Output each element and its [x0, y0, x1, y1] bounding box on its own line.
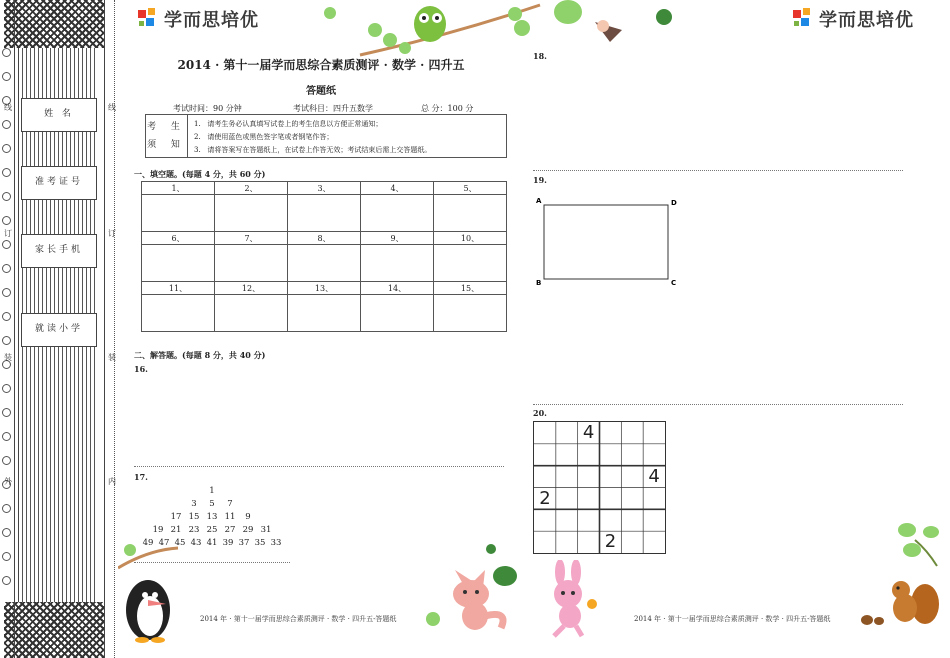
triangle-number: 17	[170, 512, 182, 522]
fill-blank-answer-grid	[141, 181, 507, 332]
notice-item	[194, 131, 431, 144]
rectangle-abcd-figure	[533, 194, 683, 290]
brand-logo-right	[793, 6, 914, 32]
side-char: 外	[4, 477, 12, 486]
answer-box[interactable]	[361, 245, 434, 282]
answer-box[interactable]	[142, 245, 215, 282]
triangle-number: 11	[224, 512, 236, 522]
sudoku-given-digit: 2	[604, 531, 617, 553]
triangle-row	[140, 499, 284, 512]
notice-number: 1.	[194, 120, 201, 128]
vertex-c-label: C	[671, 279, 677, 287]
answer-label: 4、	[361, 182, 434, 195]
notice-box	[145, 114, 507, 158]
binding-hole	[2, 288, 11, 297]
binding-holes	[2, 48, 12, 602]
exam-time: 考试时间：90 分钟	[173, 104, 242, 113]
exam-title: 2014 · 第十一届学而思综合素质测评 · 数学 · 四升五	[177, 58, 465, 72]
vertex-a-label: A	[536, 197, 542, 205]
question-19-label: 19.	[533, 175, 547, 185]
triangle-number: 29	[242, 525, 254, 535]
border-line	[104, 0, 105, 658]
triangle-number: 9	[245, 512, 251, 522]
answer-label: 5、	[434, 182, 507, 195]
answer-label: 8、	[288, 232, 361, 245]
school-field: 就读小学	[21, 313, 97, 347]
answer-box[interactable]	[215, 245, 288, 282]
section-heading-solve: 二、解答题。(每题 8 分，共 40 分)	[134, 350, 266, 360]
binding-pattern-top	[4, 0, 104, 48]
answer-box[interactable]	[288, 295, 361, 332]
brand-name: 学而思培优	[819, 10, 914, 31]
triangle-number: 5	[209, 499, 215, 509]
sudoku-given-digit: 2	[539, 487, 551, 509]
binding-hole	[2, 192, 11, 201]
section-heading-fill-blank: 一、填空题。(每题 4 分，共 60 分)	[134, 169, 266, 179]
triangle-number: 39	[222, 538, 234, 548]
side-char: 装	[4, 353, 12, 362]
cut-line-inner	[114, 0, 115, 658]
triangle-number: 27	[224, 525, 236, 535]
triangle-number: 21	[170, 525, 182, 535]
triangle-number: 25	[206, 525, 218, 535]
binding-hole	[2, 336, 11, 345]
question-20-label: 20.	[533, 408, 547, 418]
triangle-number: 1	[209, 486, 215, 496]
sudoku-given-digit: 4	[648, 465, 660, 487]
notice-label-line: 考 生	[147, 122, 186, 132]
answer-label: 14、	[361, 282, 434, 295]
triangle-number: 49	[142, 538, 154, 548]
binding-hole	[2, 312, 11, 321]
footer-right: 2014 年 · 第十一届学而思综合素质测评 · 数学 · 四升五-答题纸	[634, 615, 831, 623]
binding-hole	[2, 264, 11, 273]
binding-hole	[2, 552, 11, 561]
triangle-number: 43	[190, 538, 202, 548]
binding-hole	[2, 120, 11, 129]
triangle-row	[140, 512, 284, 525]
question-18-label: 18.	[533, 51, 547, 61]
notice-number: 3.	[194, 146, 201, 154]
triangle-number: 37	[238, 538, 250, 548]
exam-subject: 考试科目：四升五数学	[293, 104, 373, 113]
binding-hole	[2, 456, 11, 465]
brand-icon	[793, 8, 815, 30]
triangle-number: 41	[206, 538, 218, 548]
vertex-d-label: D	[671, 199, 677, 207]
binding-hole	[2, 408, 11, 417]
penguin-illustration	[118, 540, 188, 644]
binding-hole	[2, 576, 11, 585]
fox-illustration	[425, 540, 525, 632]
question-16-label: 16.	[134, 364, 148, 374]
brand-icon	[138, 8, 160, 30]
exam-score: 总 分：100 分	[421, 104, 474, 113]
answer-box[interactable]	[361, 195, 434, 232]
triangle-number: 15	[188, 512, 200, 522]
triangle-number: 45	[174, 538, 186, 548]
separator	[533, 404, 903, 405]
branch-owl-decoration	[300, 0, 680, 60]
answer-box[interactable]	[434, 195, 507, 232]
notice-item	[194, 144, 431, 157]
answer-box[interactable]	[215, 295, 288, 332]
notice-number: 2.	[194, 133, 201, 141]
squirrel-illustration	[855, 520, 943, 635]
binding-hole	[2, 384, 11, 393]
cut-line-outer	[14, 0, 15, 658]
separator	[134, 466, 504, 467]
binding-hole	[2, 432, 11, 441]
triangle-number: 13	[206, 512, 218, 522]
binding-hole	[2, 504, 11, 513]
answer-label: 11、	[142, 282, 215, 295]
binding-hole	[2, 240, 11, 249]
binding-hole	[2, 168, 11, 177]
binding-hole	[2, 72, 11, 81]
answer-box[interactable]	[288, 195, 361, 232]
separator	[533, 170, 903, 171]
answer-label: 15、	[434, 282, 507, 295]
triangle-number: 19	[152, 525, 164, 535]
name-field: 姓 名	[21, 98, 97, 132]
binding-hole	[2, 144, 11, 153]
answer-sheet-title: 答题纸	[306, 86, 336, 97]
side-char: 线	[108, 103, 116, 112]
answer-box[interactable]	[434, 295, 507, 332]
binding-hole	[2, 48, 11, 57]
triangle-number: 7	[227, 499, 233, 509]
parent-phone-field: 家长手机	[21, 234, 97, 268]
sudoku-given-digit: 4	[582, 422, 595, 443]
notice-item	[194, 118, 431, 131]
binding-hole	[2, 528, 11, 537]
answer-label: 13、	[288, 282, 361, 295]
side-char: 订	[108, 229, 116, 238]
side-char: 订	[4, 229, 12, 238]
answer-box[interactable]	[288, 245, 361, 282]
answer-box[interactable]	[361, 295, 434, 332]
question-17-label: 17.	[134, 472, 148, 482]
answer-label: 7、	[215, 232, 288, 245]
answer-label: 3、	[288, 182, 361, 195]
triangle-number: 3	[191, 499, 197, 509]
answer-label: 9、	[361, 232, 434, 245]
triangle-number: 31	[260, 525, 272, 535]
triangle-row	[140, 486, 284, 499]
answer-label: 2、	[215, 182, 288, 195]
answer-label: 1、	[142, 182, 215, 195]
footer-left: 2014 年 · 第十一届学而思综合素质测评 · 数学 · 四升五-答题纸	[200, 615, 397, 623]
answer-box[interactable]	[142, 295, 215, 332]
notice-text: 请将答案写在答题纸上，在试卷上作答无效；考试结束后需上交答题纸。	[207, 146, 432, 154]
triangle-number: 23	[188, 525, 200, 535]
brand-name: 学而思培优	[164, 10, 259, 31]
rectangle-abcd	[544, 205, 668, 279]
sudoku-grid	[533, 421, 666, 554]
triangle-number: 35	[254, 538, 266, 548]
triangle-row	[140, 525, 284, 538]
notice-text: 请考生务必认真填写试卷上的考生信息以方便正常通知；	[207, 120, 383, 128]
binding-hole	[2, 216, 11, 225]
vertex-b-label: B	[536, 279, 542, 287]
notice-text: 请使用蓝色或黑色签字笔或者钢笔作答；	[207, 133, 334, 141]
binding-pattern-bottom	[4, 602, 104, 658]
notice-list	[194, 118, 431, 157]
answer-box[interactable]	[434, 245, 507, 282]
border-line	[18, 48, 19, 602]
triangle-number: 33	[270, 538, 282, 548]
notice-label	[146, 115, 188, 157]
answer-label: 6、	[142, 232, 215, 245]
bunny-illustration	[540, 560, 610, 640]
side-char: 线	[4, 103, 12, 112]
exam-id-field: 准考证号	[21, 166, 97, 200]
answer-label: 10、	[434, 232, 507, 245]
answer-box[interactable]	[142, 195, 215, 232]
side-char: 内	[108, 477, 116, 486]
triangle-number: 47	[158, 538, 170, 548]
brand-logo-left	[138, 6, 259, 32]
notice-label-line: 须 知	[147, 140, 186, 150]
answer-box[interactable]	[215, 195, 288, 232]
answer-label: 12、	[215, 282, 288, 295]
side-char: 装	[108, 353, 116, 362]
